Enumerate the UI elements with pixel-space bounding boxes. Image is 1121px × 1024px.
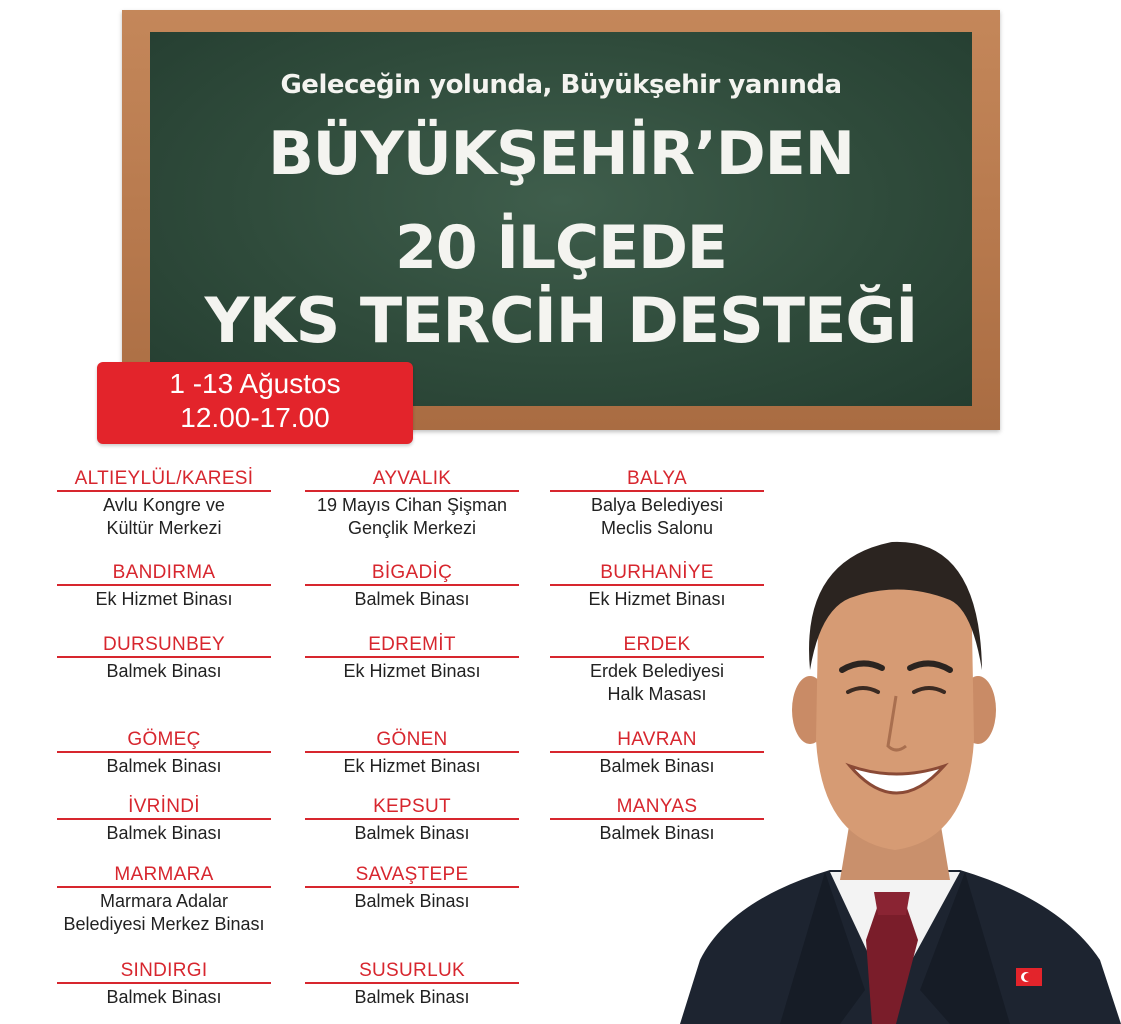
district-name: EDREMİT — [305, 634, 519, 658]
district-venue: Ek Hizmet Binası — [343, 756, 481, 776]
district-kepsut — [305, 796, 519, 845]
district-susurluk — [305, 960, 519, 1009]
district-name: İVRİNDİ — [57, 796, 271, 820]
district-name: BANDIRMA — [57, 562, 271, 586]
district-bandirma — [57, 562, 271, 611]
headline-line-3: YKS TERCİH DESTEĞİ — [204, 284, 918, 357]
district-venue: Erdek Belediyesi Halk Masası — [589, 661, 725, 704]
district-venue: Ek Hizmet Binası — [343, 661, 481, 681]
district-ivrindi — [57, 796, 271, 845]
district-venue: Balmek Binası — [354, 891, 470, 911]
date-badge — [97, 362, 413, 444]
district-name: MARMARA — [57, 864, 271, 888]
district-name: KEPSUT — [305, 796, 519, 820]
district-name: BİGADİÇ — [305, 562, 519, 586]
district-venue: 19 Mayıs Cihan Şişman Gençlik Merkezi — [316, 495, 508, 538]
district-altieylul-karesi — [57, 468, 271, 540]
district-venue: Balmek Binası — [599, 756, 715, 776]
district-name: SUSURLUK — [305, 960, 519, 984]
district-gonen — [305, 729, 519, 778]
district-marmara — [57, 864, 271, 936]
district-name: ALTIEYLÜL/KARESİ — [57, 468, 271, 492]
district-venue: Ek Hizmet Binası — [95, 589, 233, 609]
district-name: DURSUNBEY — [57, 634, 271, 658]
portrait-photo — [660, 520, 1121, 1024]
district-name: MANYAS — [550, 796, 764, 820]
district-name: BALYA — [550, 468, 764, 492]
district-savastepe — [305, 864, 519, 913]
district-venue: Marmara Adalar Belediyesi Merkez Binası — [63, 891, 265, 934]
slogan: Geleceğin yolunda, Büyükşehir yanında — [280, 70, 842, 100]
district-venue: Balmek Binası — [106, 756, 222, 776]
district-venue: Balmek Binası — [599, 823, 715, 843]
district-venue: Avlu Kongre ve Kültür Merkezi — [103, 495, 225, 538]
headline-line-1: BÜYÜKŞEHİR’DEN — [268, 119, 854, 189]
district-name: GÖMEÇ — [57, 729, 271, 753]
district-name: AYVALIK — [305, 468, 519, 492]
district-venue: Balmek Binası — [106, 987, 222, 1007]
district-venue: Balmek Binası — [106, 661, 222, 681]
district-sindirgi — [57, 960, 271, 1009]
district-venue: Balmek Binası — [106, 823, 222, 843]
district-dursunbey — [57, 634, 271, 683]
district-name: SAVAŞTEPE — [305, 864, 519, 888]
district-name: HAVRAN — [550, 729, 764, 753]
district-name: BURHANİYE — [550, 562, 764, 586]
district-gomec — [57, 729, 271, 778]
district-ayvalik — [305, 468, 519, 540]
district-edremit — [305, 634, 519, 683]
district-name: ERDEK — [550, 634, 764, 658]
date-range: 1 -13 Ağustos — [169, 368, 341, 399]
district-bigadic — [305, 562, 519, 611]
district-name: GÖNEN — [305, 729, 519, 753]
district-venue: Balya Belediyesi Meclis Salonu — [590, 495, 724, 538]
headline-line-2: 20 İLÇEDE — [395, 213, 727, 283]
district-venue: Balmek Binası — [354, 987, 470, 1007]
time-range: 12.00-17.00 — [180, 402, 330, 433]
district-venue: Ek Hizmet Binası — [588, 589, 726, 609]
district-name: SINDIRGI — [57, 960, 271, 984]
district-venue: Balmek Binası — [354, 589, 470, 609]
district-venue: Balmek Binası — [354, 823, 470, 843]
